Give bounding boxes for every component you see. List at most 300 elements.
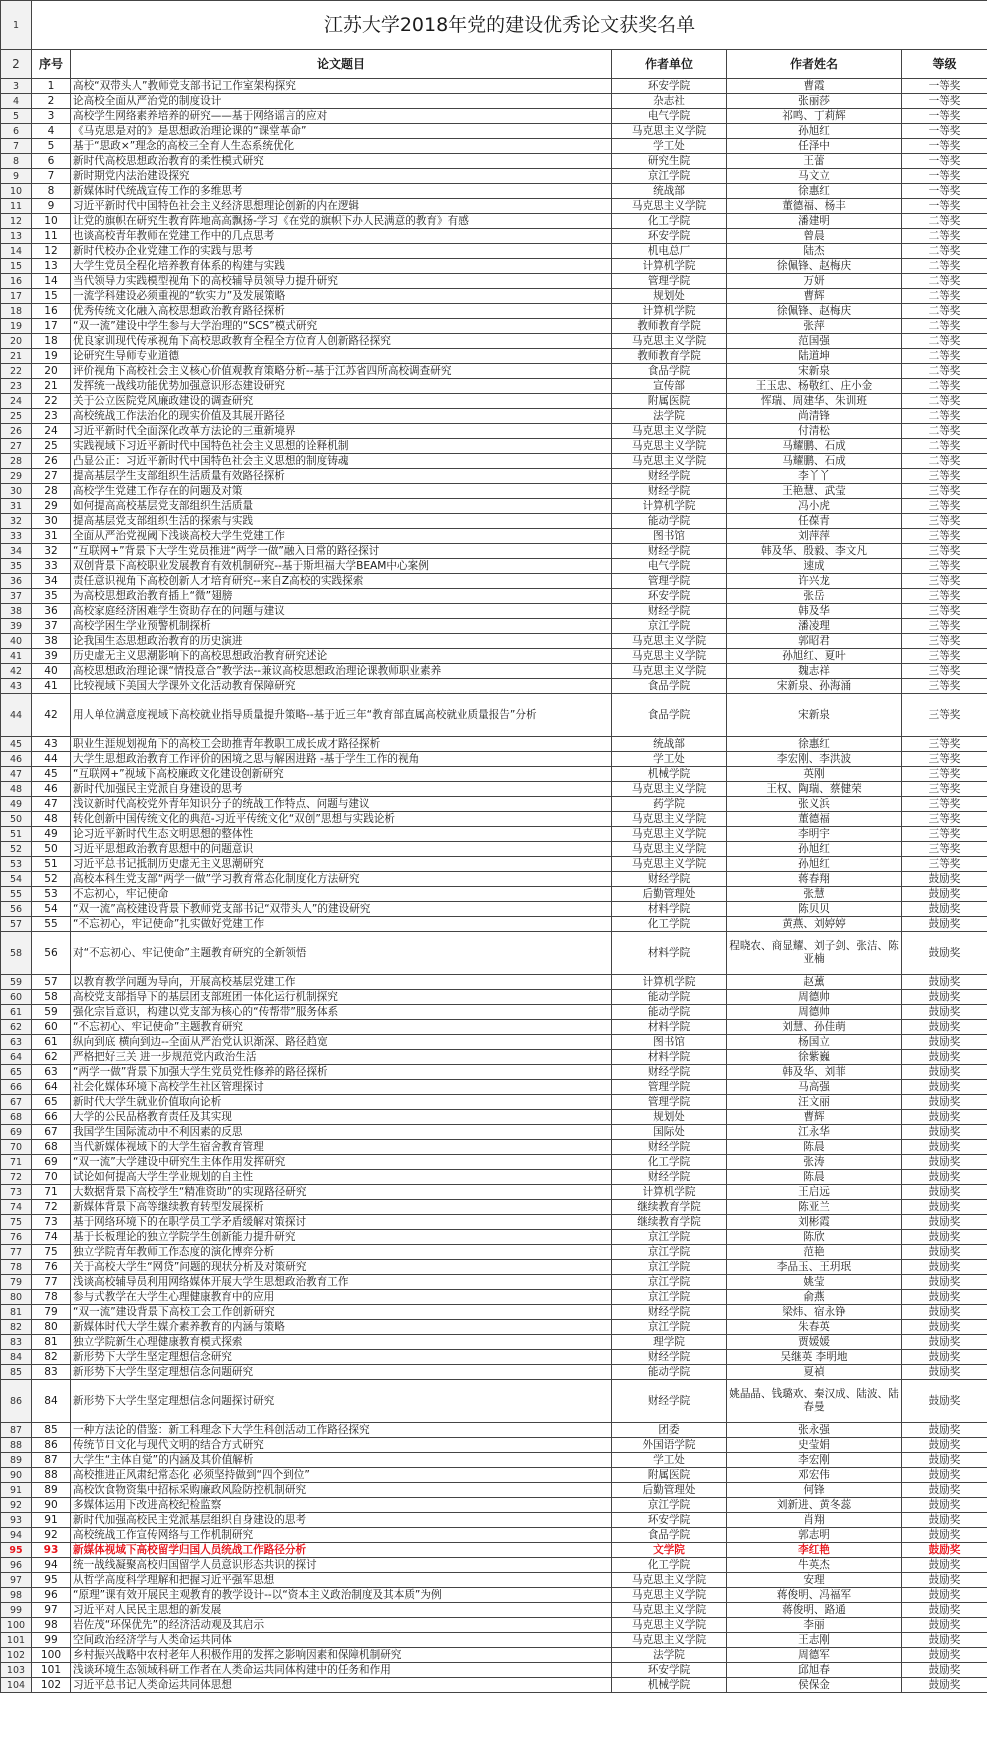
cell-unit: 财经学院 — [612, 1170, 727, 1185]
cell-level: 鼓励奖 — [902, 1423, 987, 1438]
cell-level: 一等奖 — [902, 154, 987, 169]
cell-level: 鼓励奖 — [902, 1365, 987, 1380]
cell-level: 鼓励奖 — [902, 1050, 987, 1065]
row-number: 27 — [1, 439, 32, 454]
row-number: 100 — [1, 1618, 32, 1633]
cell-author: 李丫丫 — [727, 469, 902, 484]
row-number: 91 — [1, 1483, 32, 1498]
cell-level: 一等奖 — [902, 124, 987, 139]
cell-author: 蒋春翔 — [727, 872, 902, 887]
cell-unit: 电气学院 — [612, 559, 727, 574]
cell-level: 鼓励奖 — [902, 1080, 987, 1095]
table-row — [1, 1140, 987, 1155]
cell-level: 一等奖 — [902, 184, 987, 199]
cell-level: 鼓励奖 — [902, 975, 987, 990]
cell-unit: 食品学院 — [612, 1528, 727, 1543]
cell-unit: 马克思主义学院 — [612, 812, 727, 827]
cell-seq: 35 — [32, 589, 71, 604]
cell-author: 刘慧、孙佳萌 — [727, 1020, 902, 1035]
cell-author: 蒋俊明、冯福军 — [727, 1588, 902, 1603]
cell-seq: 8 — [32, 184, 71, 199]
cell-unit: 马克思主义学院 — [612, 1603, 727, 1618]
cell-title: 高校家庭经济困难学生资助存在的问题与建议 — [71, 604, 612, 619]
row-number: 8 — [1, 154, 32, 169]
row-number: 69 — [1, 1125, 32, 1140]
cell-title: 统一战线凝聚高校归国留学人员意识形态共识的探讨 — [71, 1558, 612, 1573]
table-row — [1, 1423, 987, 1438]
cell-author: 任葆青 — [727, 514, 902, 529]
cell-author: 贾媛媛 — [727, 1335, 902, 1350]
row-number: 45 — [1, 737, 32, 752]
cell-seq: 30 — [32, 514, 71, 529]
cell-level: 鼓励奖 — [902, 1498, 987, 1513]
table-row — [1, 379, 987, 394]
cell-title: 比较视域下美国大学课外文化活动教育保障研究 — [71, 679, 612, 694]
cell-level: 鼓励奖 — [902, 1528, 987, 1543]
cell-level: 二等奖 — [902, 424, 987, 439]
row-number: 71 — [1, 1155, 32, 1170]
cell-level: 二等奖 — [902, 289, 987, 304]
cell-unit: 环安学院 — [612, 1513, 727, 1528]
cell-unit: 财经学院 — [612, 872, 727, 887]
table-row — [1, 1095, 987, 1110]
cell-unit: 环安学院 — [612, 589, 727, 604]
cell-author: 曾晨 — [727, 229, 902, 244]
cell-unit: 管理学院 — [612, 274, 727, 289]
cell-title: 论高校全面从严治党的制度设计 — [71, 94, 612, 109]
row-number: 89 — [1, 1453, 32, 1468]
cell-level: 三等奖 — [902, 797, 987, 812]
row-number: 83 — [1, 1335, 32, 1350]
cell-level: 三等奖 — [902, 619, 987, 634]
cell-level: 鼓励奖 — [902, 1618, 987, 1633]
table-row — [1, 932, 987, 975]
table-row — [1, 544, 987, 559]
table-row — [1, 319, 987, 334]
cell-level: 二等奖 — [902, 364, 987, 379]
cell-author: 曹辉 — [727, 289, 902, 304]
table-row — [1, 1335, 987, 1350]
table-row — [1, 1678, 987, 1693]
table-row — [1, 1050, 987, 1065]
cell-title: 不忘初心，牢记使命 — [71, 887, 612, 902]
cell-unit: 能动学院 — [612, 990, 727, 1005]
cell-title: 新时代校办企业党建工作的实践与思考 — [71, 244, 612, 259]
table-row — [1, 394, 987, 409]
cell-author: 徐佩锋、赵梅庆 — [727, 259, 902, 274]
cell-author: 李品玉、王玥珉 — [727, 1260, 902, 1275]
cell-seq: 14 — [32, 274, 71, 289]
cell-level: 鼓励奖 — [902, 887, 987, 902]
cell-level: 鼓励奖 — [902, 1290, 987, 1305]
cell-author: 陈贝贝 — [727, 902, 902, 917]
cell-seq: 78 — [32, 1290, 71, 1305]
cell-title: 新时代高校思想政治教育的柔性模式研究 — [71, 154, 612, 169]
cell-author: 王志刚 — [727, 1633, 902, 1648]
cell-title: 独立学院新生心理健康教育模式探索 — [71, 1335, 612, 1350]
title-row — [1, 1, 987, 50]
row-number: 49 — [1, 797, 32, 812]
cell-author: 许兴龙 — [727, 574, 902, 589]
row-number: 104 — [1, 1678, 32, 1693]
row-number: 21 — [1, 349, 32, 364]
cell-author: 汪文丽 — [727, 1095, 902, 1110]
cell-author: 蒋俊明、路通 — [727, 1603, 902, 1618]
cell-level: 一等奖 — [902, 79, 987, 94]
row-number: 34 — [1, 544, 32, 559]
cell-level: 三等奖 — [902, 559, 987, 574]
cell-author: 潘凌理 — [727, 619, 902, 634]
cell-level: 三等奖 — [902, 752, 987, 767]
cell-author: 陈亚兰 — [727, 1200, 902, 1215]
cell-unit: 马克思主义学院 — [612, 424, 727, 439]
cell-title: 大学的公民品格教育责任及其实现 — [71, 1110, 612, 1125]
cell-title: 浅谈环境生态领域科研工作者在人类命运共同体构建中的任务和作用 — [71, 1663, 612, 1678]
cell-unit: 财经学院 — [612, 469, 727, 484]
cell-author: 王蕾 — [727, 154, 902, 169]
cell-unit: 机械学院 — [612, 1678, 727, 1693]
cell-title: 提高基层学生支部组织生活质量有效路径探析 — [71, 469, 612, 484]
cell-title: 参与式教学在大学生心理健康教育中的应用 — [71, 1290, 612, 1305]
cell-author: 马高强 — [727, 1080, 902, 1095]
cell-author: 程晓农、商显耀、刘子剑、张洁、陈亚楠 — [727, 932, 902, 975]
table-row — [1, 917, 987, 932]
cell-seq: 76 — [32, 1260, 71, 1275]
cell-title: 高校学困生学业预警机制探析 — [71, 619, 612, 634]
cell-unit: 法学院 — [612, 409, 727, 424]
cell-unit: 马克思主义学院 — [612, 1633, 727, 1648]
cell-level: 鼓励奖 — [902, 902, 987, 917]
cell-seq: 25 — [32, 439, 71, 454]
cell-seq: 73 — [32, 1215, 71, 1230]
table-row — [1, 94, 987, 109]
cell-author: 史莹娟 — [727, 1438, 902, 1453]
table-row — [1, 1588, 987, 1603]
cell-author: 范国强 — [727, 334, 902, 349]
cell-title: 习近平总书记人类命运共同体思想 — [71, 1678, 612, 1693]
row-number: 30 — [1, 484, 32, 499]
table-row — [1, 79, 987, 94]
cell-author: 祁鸣、丁莉辉 — [727, 109, 902, 124]
cell-title: 我国学生国际流动中不利因素的反思 — [71, 1125, 612, 1140]
row-number: 84 — [1, 1350, 32, 1365]
row-number: 14 — [1, 244, 32, 259]
row-number: 40 — [1, 634, 32, 649]
cell-level: 鼓励奖 — [902, 1543, 987, 1558]
cell-author: 孙旭红 — [727, 842, 902, 857]
cell-author: 肖翔 — [727, 1513, 902, 1528]
cell-seq: 66 — [32, 1110, 71, 1125]
cell-title: 习近平总书记抵制历史虚无主义思潮研究 — [71, 857, 612, 872]
cell-level: 鼓励奖 — [902, 917, 987, 932]
cell-title: 新媒体时代大学生媒介素养教育的内涵与策略 — [71, 1320, 612, 1335]
cell-seq: 53 — [32, 887, 71, 902]
cell-title: 大学生“主体自觉”的内涵及其价值解析 — [71, 1453, 612, 1468]
cell-title: 也谈高校青年教师在党建工作中的几点思考 — [71, 229, 612, 244]
row-number: 19 — [1, 319, 32, 334]
row-number: 57 — [1, 917, 32, 932]
cell-level: 一等奖 — [902, 169, 987, 184]
table-row — [1, 1528, 987, 1543]
cell-level: 鼓励奖 — [902, 1140, 987, 1155]
cell-author: 何锋 — [727, 1483, 902, 1498]
row-number: 62 — [1, 1020, 32, 1035]
cell-author: 赵薰 — [727, 975, 902, 990]
row-number: 20 — [1, 334, 32, 349]
cell-level: 鼓励奖 — [902, 1468, 987, 1483]
table-row — [1, 664, 987, 679]
cell-unit: 马克思主义学院 — [612, 124, 727, 139]
page-title: 江苏大学2018年党的建设优秀论文获奖名单 — [32, 1, 987, 50]
cell-title: 基于“思政×”理念的高校三全育人生态系统优化 — [71, 139, 612, 154]
cell-unit: 材料学院 — [612, 902, 727, 917]
header-author: 作者姓名 — [727, 50, 902, 79]
table-row — [1, 109, 987, 124]
table-row — [1, 1648, 987, 1663]
cell-level: 鼓励奖 — [902, 1200, 987, 1215]
cell-author: 速成 — [727, 559, 902, 574]
table-row — [1, 289, 987, 304]
table-row — [1, 797, 987, 812]
cell-author: 冯小虎 — [727, 499, 902, 514]
cell-author: 马文立 — [727, 169, 902, 184]
cell-level: 鼓励奖 — [902, 990, 987, 1005]
table-row — [1, 1320, 987, 1335]
cell-author: 曹辉 — [727, 1110, 902, 1125]
cell-unit: 文学院 — [612, 1543, 727, 1558]
cell-title: 评价视角下高校社会主义核心价值观教育策略分析--基于江苏省四所高校调查研究 — [71, 364, 612, 379]
cell-seq: 81 — [32, 1335, 71, 1350]
cell-author: 朱春英 — [727, 1320, 902, 1335]
cell-title: 新时代加强高校民主党派基层组织自身建设的思考 — [71, 1513, 612, 1528]
table-row — [1, 1155, 987, 1170]
cell-unit: 计算机学院 — [612, 975, 727, 990]
cell-seq: 49 — [32, 827, 71, 842]
cell-title: “双一流”建设中学生参与大学治理的“SCS”模式研究 — [71, 319, 612, 334]
row-number: 86 — [1, 1380, 32, 1423]
cell-unit: 后勤管理处 — [612, 887, 727, 902]
cell-title: 基于网络环境下的在职学员工学矛盾缓解对策探讨 — [71, 1215, 612, 1230]
table-row — [1, 679, 987, 694]
cell-seq: 70 — [32, 1170, 71, 1185]
cell-level: 鼓励奖 — [902, 1230, 987, 1245]
table-row — [1, 514, 987, 529]
cell-level: 三等奖 — [902, 589, 987, 604]
cell-unit: 宣传部 — [612, 379, 727, 394]
table-row — [1, 1513, 987, 1528]
row-number: 16 — [1, 274, 32, 289]
row-number: 11 — [1, 199, 32, 214]
cell-author: 李红艳 — [727, 1543, 902, 1558]
cell-seq: 7 — [32, 169, 71, 184]
cell-seq: 62 — [32, 1050, 71, 1065]
cell-seq: 1 — [32, 79, 71, 94]
cell-title: 新媒体背景下高等继续教育转型发展探析 — [71, 1200, 612, 1215]
cell-seq: 29 — [32, 499, 71, 514]
table-row — [1, 1453, 987, 1468]
table-row — [1, 1275, 987, 1290]
cell-seq: 75 — [32, 1245, 71, 1260]
row-number: 6 — [1, 124, 32, 139]
cell-title: 关于公立医院党风廉政建设的调查研究 — [71, 394, 612, 409]
cell-author: 刘彬霞 — [727, 1215, 902, 1230]
cell-unit: 外国语学院 — [612, 1438, 727, 1453]
cell-level: 三等奖 — [902, 514, 987, 529]
cell-seq: 50 — [32, 842, 71, 857]
row-number: 99 — [1, 1603, 32, 1618]
cell-unit: 计算机学院 — [612, 304, 727, 319]
table-row — [1, 604, 987, 619]
cell-title: 高校统战工作法治化的现实价值及其展开路径 — [71, 409, 612, 424]
row-number: 93 — [1, 1513, 32, 1528]
cell-seq: 98 — [32, 1618, 71, 1633]
cell-level: 鼓励奖 — [902, 1350, 987, 1365]
row-number: 55 — [1, 887, 32, 902]
cell-title: 新形势下大学生坚定理想信念问题研究 — [71, 1365, 612, 1380]
cell-unit: 统战部 — [612, 737, 727, 752]
cell-author: 杨国立 — [727, 1035, 902, 1050]
cell-title: 习近平思想政治教育思想中的问题意识 — [71, 842, 612, 857]
row-number: 29 — [1, 469, 32, 484]
row-number: 58 — [1, 932, 32, 975]
cell-title: 岩佐茂“环保优先”的经济活动观及其启示 — [71, 1618, 612, 1633]
row-number: 59 — [1, 975, 32, 990]
cell-unit: 管理学院 — [612, 1095, 727, 1110]
cell-level: 三等奖 — [902, 767, 987, 782]
cell-author: 安理 — [727, 1573, 902, 1588]
table-row — [1, 1005, 987, 1020]
cell-author: 陈欣 — [727, 1230, 902, 1245]
cell-seq: 85 — [32, 1423, 71, 1438]
cell-seq: 28 — [32, 484, 71, 499]
table-row — [1, 1633, 987, 1648]
cell-unit: 法学院 — [612, 1648, 727, 1663]
table-row — [1, 124, 987, 139]
cell-title: 新形势下大学生坚定理想信念问题探讨研究 — [71, 1380, 612, 1423]
cell-level: 鼓励奖 — [902, 1020, 987, 1035]
cell-seq: 102 — [32, 1678, 71, 1693]
cell-title: 社会化媒体环境下高校学生社区管理探讨 — [71, 1080, 612, 1095]
cell-seq: 87 — [32, 1453, 71, 1468]
cell-unit: 学工处 — [612, 1453, 727, 1468]
cell-title: 论研究生导师专业道德 — [71, 349, 612, 364]
cell-unit: 马克思主义学院 — [612, 1618, 727, 1633]
cell-unit: 京江学院 — [612, 1498, 727, 1513]
table-row — [1, 872, 987, 887]
cell-author: 潘建明 — [727, 214, 902, 229]
row-number: 39 — [1, 619, 32, 634]
cell-title: 大学生思想政治教育工作评价的困境之思与解困进路 -基于学生工作的视角 — [71, 752, 612, 767]
row-number: 9 — [1, 169, 32, 184]
cell-title: 让党的旗帜在研究生教育阵地高高飘扬-学习《在党的旗帜下办人民满意的教育》有感 — [71, 214, 612, 229]
cell-author: 徐紫巍 — [727, 1050, 902, 1065]
cell-unit: 环安学院 — [612, 229, 727, 244]
table-row — [1, 1065, 987, 1080]
cell-seq: 74 — [32, 1230, 71, 1245]
cell-level: 三等奖 — [902, 529, 987, 544]
table-row — [1, 782, 987, 797]
table-row — [1, 1215, 987, 1230]
row-number: 17 — [1, 289, 32, 304]
cell-author: 宋新泉 — [727, 364, 902, 379]
cell-seq: 38 — [32, 634, 71, 649]
row-number: 13 — [1, 229, 32, 244]
table-row — [1, 1230, 987, 1245]
cell-seq: 21 — [32, 379, 71, 394]
cell-title: 习近平新时代中国特色社会主义经济思想理论创新的内在逻辑 — [71, 199, 612, 214]
row-number: 60 — [1, 990, 32, 1005]
cell-author: 付清松 — [727, 424, 902, 439]
table-row — [1, 1438, 987, 1453]
cell-unit: 化工学院 — [612, 1155, 727, 1170]
cell-unit: 附属医院 — [612, 1468, 727, 1483]
row-number: 73 — [1, 1185, 32, 1200]
cell-seq: 84 — [32, 1380, 71, 1423]
cell-level: 二等奖 — [902, 304, 987, 319]
row-number: 2 — [1, 50, 32, 79]
cell-title: 大数据背景下高校学生“精准资助”的实现路径研究 — [71, 1185, 612, 1200]
cell-title: 空间政治经济学与人类命运共同体 — [71, 1633, 612, 1648]
cell-unit: 材料学院 — [612, 1050, 727, 1065]
row-number: 33 — [1, 529, 32, 544]
cell-title: 高校学生党建工作存在的问题及对策 — [71, 484, 612, 499]
cell-level: 一等奖 — [902, 109, 987, 124]
cell-unit: 马克思主义学院 — [612, 439, 727, 454]
table-body — [1, 1, 987, 1693]
cell-unit: 马克思主义学院 — [612, 664, 727, 679]
cell-author: 梁炜、宿永铮 — [727, 1305, 902, 1320]
row-number: 72 — [1, 1170, 32, 1185]
cell-title: 从哲学高度科学理解和把握习近平强军思想 — [71, 1573, 612, 1588]
cell-author: 张涛 — [727, 1155, 902, 1170]
table-row — [1, 887, 987, 902]
cell-seq: 41 — [32, 679, 71, 694]
cell-author: 王启远 — [727, 1185, 902, 1200]
cell-title: 强化宗旨意识，构建以党支部为核心的“传帮带”服务体系 — [71, 1005, 612, 1020]
cell-unit: 财经学院 — [612, 604, 727, 619]
cell-level: 鼓励奖 — [902, 1110, 987, 1125]
cell-seq: 57 — [32, 975, 71, 990]
cell-level: 三等奖 — [902, 649, 987, 664]
row-number: 90 — [1, 1468, 32, 1483]
cell-author: 尚清锋 — [727, 409, 902, 424]
cell-level: 二等奖 — [902, 334, 987, 349]
cell-title: 凸显公正：习近平新时代中国特色社会主义思想的制度铸魂 — [71, 454, 612, 469]
row-number: 41 — [1, 649, 32, 664]
cell-seq: 61 — [32, 1035, 71, 1050]
cell-unit: 马克思主义学院 — [612, 782, 727, 797]
cell-title: 历史虚无主义思潮影响下的高校思想政治教育研究述论 — [71, 649, 612, 664]
cell-author: 刘新进、黄冬蕊 — [727, 1498, 902, 1513]
cell-seq: 10 — [32, 214, 71, 229]
cell-title: 高校思想政治理论课“情投意合”教学法--兼议高校思想政治理论课教师职业素养 — [71, 664, 612, 679]
cell-level: 鼓励奖 — [902, 1558, 987, 1573]
cell-level: 鼓励奖 — [902, 1155, 987, 1170]
cell-seq: 12 — [32, 244, 71, 259]
cell-title: 多媒体运用下改进高校纪检监察 — [71, 1498, 612, 1513]
row-number: 38 — [1, 604, 32, 619]
cell-level: 一等奖 — [902, 139, 987, 154]
cell-title: “双一流”大学建设中研究生主体作用发挥研究 — [71, 1155, 612, 1170]
cell-author: 吴继英 李明地 — [727, 1350, 902, 1365]
cell-level: 二等奖 — [902, 394, 987, 409]
row-number: 4 — [1, 94, 32, 109]
table-row — [1, 842, 987, 857]
row-number: 42 — [1, 664, 32, 679]
cell-unit: 图书馆 — [612, 1035, 727, 1050]
cell-seq: 34 — [32, 574, 71, 589]
table-row — [1, 1603, 987, 1618]
